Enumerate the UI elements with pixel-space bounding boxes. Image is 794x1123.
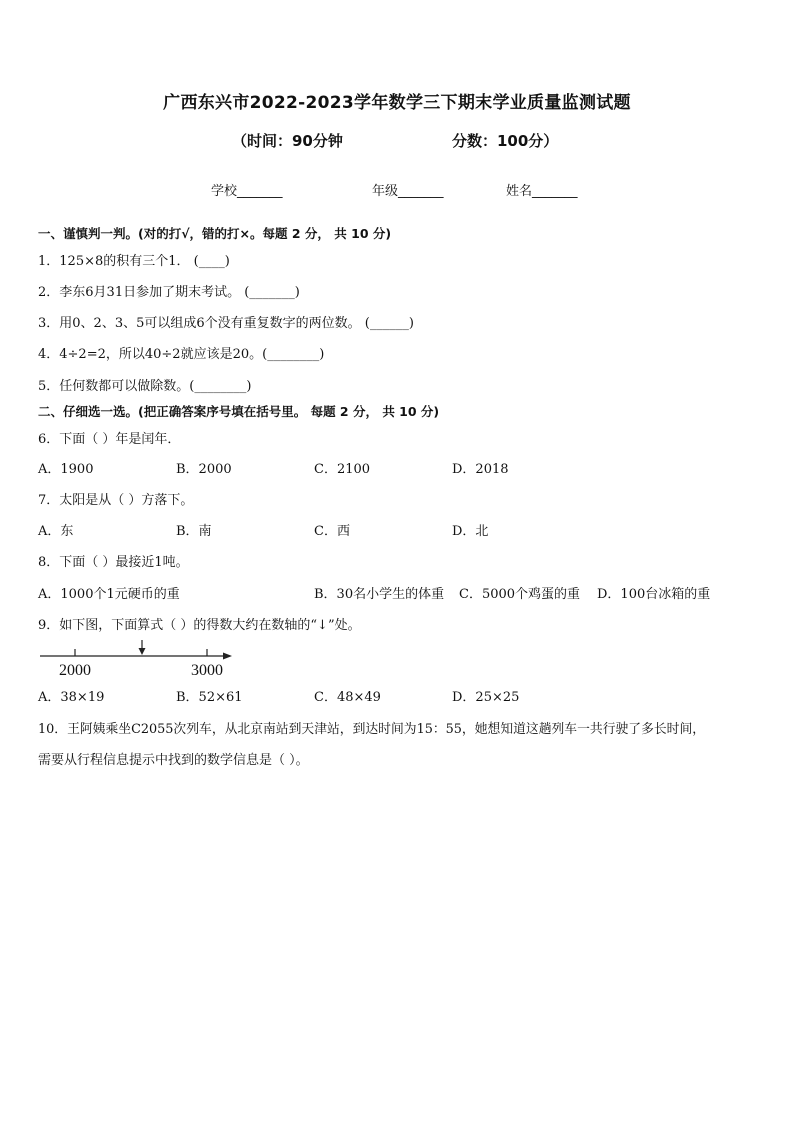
exam-score: 分数：100分） — [452, 132, 559, 150]
axis-label-3000: 3000 — [191, 662, 223, 679]
down-arrow-icon — [139, 640, 146, 655]
q7-option-d: D．北 — [452, 524, 489, 539]
q8-option-d: D．100台冰箱的重 — [597, 587, 711, 602]
section-2-heading: 二、仔细选一选。(把正确答案序号填在括号里。 每题 2 分， 共 10 分) — [38, 404, 440, 419]
q6-option-d: D．2018 — [452, 462, 509, 477]
q9-option-c: C．48×49 — [314, 690, 381, 705]
q6-option-a: A．1900 — [38, 462, 94, 477]
q8-option-b: B．30名小学生的体重 — [314, 587, 445, 602]
question-10-line-2: 需要从行程信息提示中找到的数学信息是（ ）。 — [38, 753, 309, 768]
q8-option-c: C．5000个鸡蛋的重 — [459, 587, 581, 602]
question-6: 6．下面（ ）年是闰年． — [38, 432, 181, 447]
q6-option-c: C．2100 — [314, 462, 371, 477]
number-line — [38, 638, 238, 680]
question-10-line-1: 10．王阿姨乘坐C2055次列车，从北京南站到天津站，到达时间为15：55，她想知道这趟列车一共行驶了多长时间， — [38, 722, 706, 737]
section-1-heading: 一、谨慎判一判。(对的打√，错的打×。每题 2 分， 共 10 分) — [38, 226, 392, 241]
name-field: 姓名_______ — [506, 184, 578, 199]
q7-option-c: C．西 — [314, 524, 350, 539]
question-3: 3．用0、2、3、5可以组成6个没有重复数字的两位数。 (______) — [38, 316, 414, 331]
question-8: 8．下面（ ）最接近1吨。 — [38, 555, 189, 570]
axis-label-2000: 2000 — [59, 662, 91, 679]
q7-option-a: A．东 — [38, 524, 74, 539]
number-line-arrowhead — [223, 653, 232, 660]
q8-option-a: A．1000个1元硬币的重 — [38, 587, 180, 602]
exam-time: （时间：90分钟 — [232, 132, 343, 150]
school-field: 学校_______ — [211, 184, 283, 199]
question-7: 7．太阳是从（ ）方落下。 — [38, 493, 194, 508]
grade-field: 年级_______ — [372, 184, 444, 199]
question-5: 5．任何数都可以做除数。(________) — [38, 379, 252, 394]
question-4: 4．4÷2=2，所以40÷2就应该是20。(________) — [38, 347, 325, 362]
q9-option-b: B．52×61 — [176, 690, 243, 705]
exam-title: 广西东兴市2022-2023学年数学三下期末学业质量监测试题 — [163, 93, 631, 113]
q9-option-d: D．25×25 — [452, 690, 520, 705]
q6-option-b: B．2000 — [176, 462, 232, 477]
q7-option-b: B．南 — [176, 524, 212, 539]
question-9: 9．如下图，下面算式（ ）的得数大约在数轴的“↓”处。 — [38, 618, 361, 633]
question-1: 1．125×8的积有三个1． (____) — [38, 254, 230, 269]
q9-option-a: A．38×19 — [38, 690, 105, 705]
question-2: 2．李东6月31日参加了期末考试。 (_______) — [38, 285, 300, 300]
